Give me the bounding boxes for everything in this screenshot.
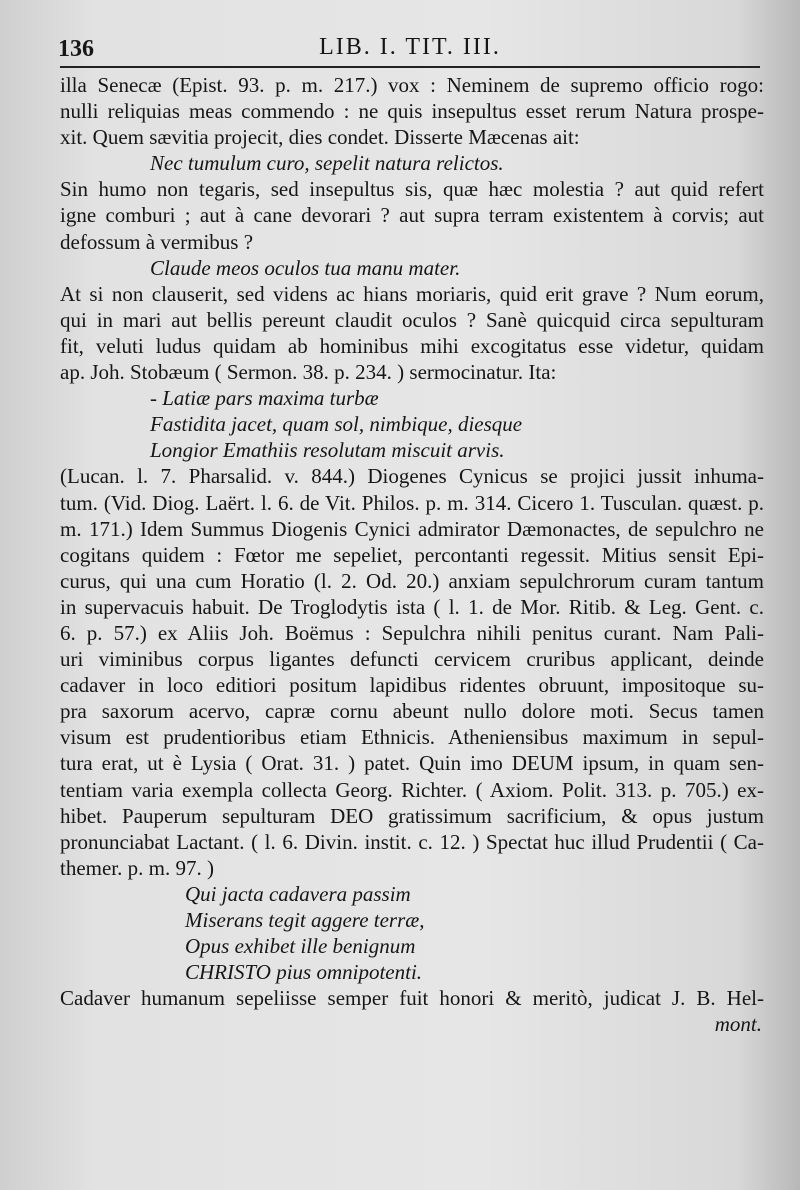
text-line: in supervacuis habuit. De Troglodytis ista ( l. 1. de Mor. Ritib. & Leg. Gent. c. — [60, 594, 764, 619]
text-line: Claude meos oculos tua manu mater. — [150, 255, 461, 280]
text-line: uri viminibus corpus ligantes defuncti cervicem cruribus applicant, deinde — [60, 647, 764, 672]
text-line: pra saxorum acervo, capræ cornu abeunt nullo dolore moti. Secus tamen — [60, 699, 764, 724]
text-line: defossum à vermibus ? — [60, 229, 254, 254]
text-line: CHRISTO pius omnipotenti. — [185, 960, 423, 985]
text-line: igne comburi ; aut à cane devorari ? aut supra terram existentem à corvis; aut — [60, 203, 764, 228]
text-line: illa Senecæ (Epist. 93. p. m. 217.) vox : Neminem de supremo officio rogo: — [60, 73, 764, 97]
text-line: ap. Joh. Stobæum ( Sermon. 38. p. 234. ) sermocinatur. Ita: — [60, 360, 557, 385]
running-head: LIB. I. TIT. III. — [319, 34, 501, 60]
body-text — [60, 72, 764, 1011]
text-line: tum. (Vid. Diog. Laërt. l. 6. de Vit. Philos. p. m. 314. Cicero 1. Tusculan. quæst. p. — [60, 490, 764, 515]
text-line: 6. p. 57.) ex Aliis Joh. Boëmus : Sepulchra nihili penitus curant. Nam Pali- — [60, 620, 764, 645]
page-header — [60, 26, 760, 68]
text-line: pronunciabat Lactant. ( l. 6. Divin. instit. c. 12. ) Spectat huc illud Prudentii ( Ca- — [60, 829, 764, 854]
text-line: qui in mari aut bellis pereunt claudit oculos ? Sanè quicquid circa sepulturam — [60, 307, 764, 332]
text-line: At si non clauserit, sed videns ac hians moriaris, quid erit grave ? Num eorum, — [60, 281, 764, 306]
text-line: Cadaver humanum sepeliisse semper fuit honori & meritò, judicat J. B. Hel- — [60, 986, 764, 1011]
text-line: (Lucan. l. 7. Pharsalid. v. 844.) Diogenes Cynicus se projici jussit inhuma- — [60, 464, 764, 489]
text-line: visum est prudentioribus etiam Ethnicis. Atheniensibus maximum in sepul- — [60, 725, 764, 750]
text-line: hibet. Pauperum sepulturam DEO gratissimum sacrificium, & opus justum — [60, 803, 764, 828]
text-line: nulli reliquias meas commendo : ne quis insepultus esset rerum Natura prospe- — [60, 99, 764, 124]
text-line: Longior Emathiis resolutam miscuit arvis. — [150, 438, 505, 463]
page-number: 136 — [58, 36, 94, 62]
text-line: Miserans tegit aggere terræ, — [185, 908, 425, 932]
text-line: themer. p. m. 97. ) — [60, 855, 214, 880]
text-line: Qui jacta cadavera passim — [185, 881, 411, 906]
text-line: tura erat, ut è Lysia ( Orat. 31. ) patet. Quin imo DEUM ipsum, in quam sen- — [60, 751, 764, 776]
text-line: - Latiæ pars maxima turbæ — [150, 386, 379, 411]
text-line: Opus exhibet ille benignum — [185, 934, 416, 959]
text-line: cogitans quidem : Fœtor me sepeliet, percontanti regessit. Mitius sensit Epi- — [60, 542, 764, 567]
catchword: mont. — [714, 1012, 762, 1037]
text-line: fit, veluti ludus quidam ab hominibus mihi excogitatus esse videtur, quidam — [60, 333, 764, 358]
text-line: Sin humo non tegaris, sed insepultus sis, quæ hæc molestia ? aut quid refert — [60, 177, 764, 202]
text-line: xit. Quem sævitia projecit, dies condet. Disserte Mæcenas ait: — [60, 125, 580, 150]
text-line: m. 171.) Idem Summus Diogenis Cynici admirator Dæmonactes, de sepulchro ne — [60, 516, 764, 541]
text-line: curus, qui una cum Horatio (l. 2. Od. 20.) anxiam sepulchrorum curam tantum — [60, 568, 764, 593]
text-line: Fastidita jacet, quam sol, nimbique, diesque — [150, 412, 523, 437]
text-line: Nec tumulum curo, sepelit natura relictos. — [150, 151, 504, 176]
text-line: tentiam varia exempla collecta Georg. Richter. ( Axiom. Polit. 313. p. 705.) ex- — [60, 777, 764, 802]
text-line: cadaver in loco editiori positum lapidibus ridentes obruunt, impositoque su- — [60, 673, 764, 698]
